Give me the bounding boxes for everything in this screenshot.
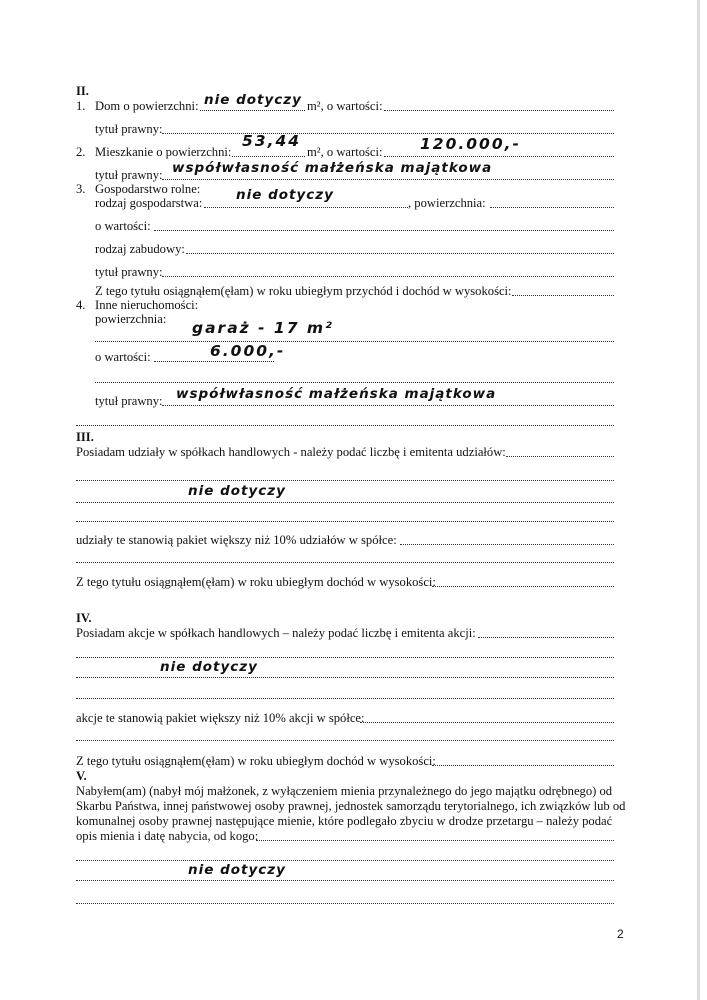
farm-type-field: [204, 207, 408, 208]
title-label: tytuł prawny:: [95, 265, 163, 279]
blank-line: [76, 502, 614, 503]
farm-area-label: , powierzchnia:: [408, 196, 486, 210]
shares-income-field: [432, 586, 614, 587]
garage-handwritten: garaż - 17 m²: [192, 319, 334, 337]
acquired-handwritten: nie dotyczy: [188, 862, 286, 878]
blank-line: [76, 657, 614, 658]
shares-field: [506, 456, 614, 457]
flat-value-handwritten: 120.000,-: [420, 135, 521, 153]
item-number: 2.: [76, 145, 86, 159]
blank-line: [76, 677, 614, 678]
stocks-handwritten: nie dotyczy: [160, 659, 258, 675]
farm-value-label: o wartości:: [95, 219, 151, 233]
stocks-packet-field: [360, 722, 614, 723]
stocks-income-field: [432, 765, 614, 766]
house-value-field: [384, 110, 614, 111]
m2-value-label: m², o wartości:: [307, 145, 383, 159]
m2-value-label: m², o wartości:: [307, 99, 383, 113]
blank-line: [76, 740, 614, 741]
shares-income-label: Z tego tytułu osiągnąłem(ęłam) w roku ubiegłym dochód w wysokości:: [76, 575, 436, 589]
flat-title-handwritten: współwłasność małżeńska majątkowa: [172, 160, 493, 176]
building-type-field: [186, 253, 614, 254]
flat-title-field: [162, 179, 614, 180]
farm-value-field: [154, 230, 614, 231]
shares-packet-field: [400, 544, 614, 545]
farm-area-field: [490, 207, 614, 208]
shares-label: Posiadam udziały w spółkach handlowych - należy podać liczbę i emitenta udziałów:: [76, 445, 506, 459]
blank-line: [76, 480, 614, 481]
title-label: tytuł prawny:: [95, 394, 163, 408]
flat-area-handwritten: 53,44: [242, 132, 302, 150]
acquired-text-line: opis mienia i datę nabycia, od kogo:: [76, 829, 259, 843]
house-area-field: [200, 110, 305, 111]
shares-packet-label: udziały te stanowią pakiet większy niż 10% udziałów w spółce:: [76, 533, 397, 547]
item-number: 3.: [76, 182, 86, 196]
flat-value-field: [384, 156, 614, 157]
other-title-field: [162, 405, 614, 406]
house-title-field: [162, 133, 614, 134]
blank-line: [76, 880, 614, 881]
section-v-heading: V.: [76, 769, 87, 783]
stocks-label: Posiadam akcje w spółkach handlowych – należy podać liczbę i emitenta akcji:: [76, 626, 476, 640]
other-property-label: Inne nieruchomości:: [95, 298, 199, 312]
blank-line: [76, 860, 614, 861]
farm-type-label: rodzaj gospodarstwa:: [95, 196, 203, 210]
title-label: tytuł prawny:: [95, 168, 163, 182]
blank-line: [76, 521, 614, 522]
acquired-text-line: Nabyłem(am) (nabył mój małżonek, z wyłączeniem mienia przynależnego do jego majątku odrębnego) od: [76, 784, 613, 798]
stocks-packet-label: akcje te stanowią pakiet większy niż 10% akcji w spółce:: [76, 711, 365, 725]
acquired-text-line: Skarbu Państwa, innej państwowej osoby prawnej, jednostek samorządu terytorialnego, ich związków lub od: [76, 799, 626, 813]
acquired-field: [256, 840, 614, 841]
other-area-field: [95, 341, 614, 342]
other-value-handwritten: 6.000,-: [210, 342, 286, 360]
other-title-handwritten: współwłasność małżeńska majątkowa: [176, 386, 497, 402]
other-value-label: o wartości:: [95, 350, 151, 364]
flat-area-field: [232, 156, 305, 157]
item-number: 1.: [76, 99, 86, 113]
blank-line: [76, 903, 614, 904]
blank-line: [95, 382, 614, 383]
farm-title-field: [162, 276, 614, 277]
stocks-income-label: Z tego tytułu osiągnąłem(ęłam) w roku ubiegłym dochód w wysokości:: [76, 754, 436, 768]
section-ii-heading: II.: [76, 84, 89, 98]
other-value-field: [154, 361, 274, 362]
farm-income-label: Z tego tytułu osiągnąłem(ęłam) w roku ubiegłym przychód i dochód w wysokości:: [95, 284, 512, 298]
stocks-field: [478, 637, 614, 638]
house-area-handwritten: nie dotyczy: [204, 92, 302, 108]
item-number: 4.: [76, 298, 86, 312]
building-type-label: rodzaj zabudowy:: [95, 242, 185, 256]
scan-edge: [697, 0, 700, 1000]
farm-type-handwritten: nie dotyczy: [236, 187, 334, 203]
blank-line: [76, 425, 614, 426]
other-area-label: powierzchnia:: [95, 312, 167, 326]
shares-handwritten: nie dotyczy: [188, 483, 286, 499]
blank-line: [76, 562, 614, 563]
section-iv-heading: IV.: [76, 611, 92, 625]
page-number: 2: [617, 927, 624, 941]
farm-income-field: [512, 295, 614, 296]
house-area-label: Dom o powierzchni:: [95, 99, 199, 113]
farm-label: Gospodarstwo rolne:: [95, 182, 201, 196]
flat-area-label: Mieszkanie o powierzchni:: [95, 145, 232, 159]
blank-line: [76, 698, 614, 699]
section-iii-heading: III.: [76, 430, 94, 444]
title-label: tytuł prawny:: [95, 122, 163, 136]
acquired-text-line: komunalnej osoby prawnej następujące mienie, które podlegało zbyciu w drodze przetargu – należy podać: [76, 814, 613, 828]
